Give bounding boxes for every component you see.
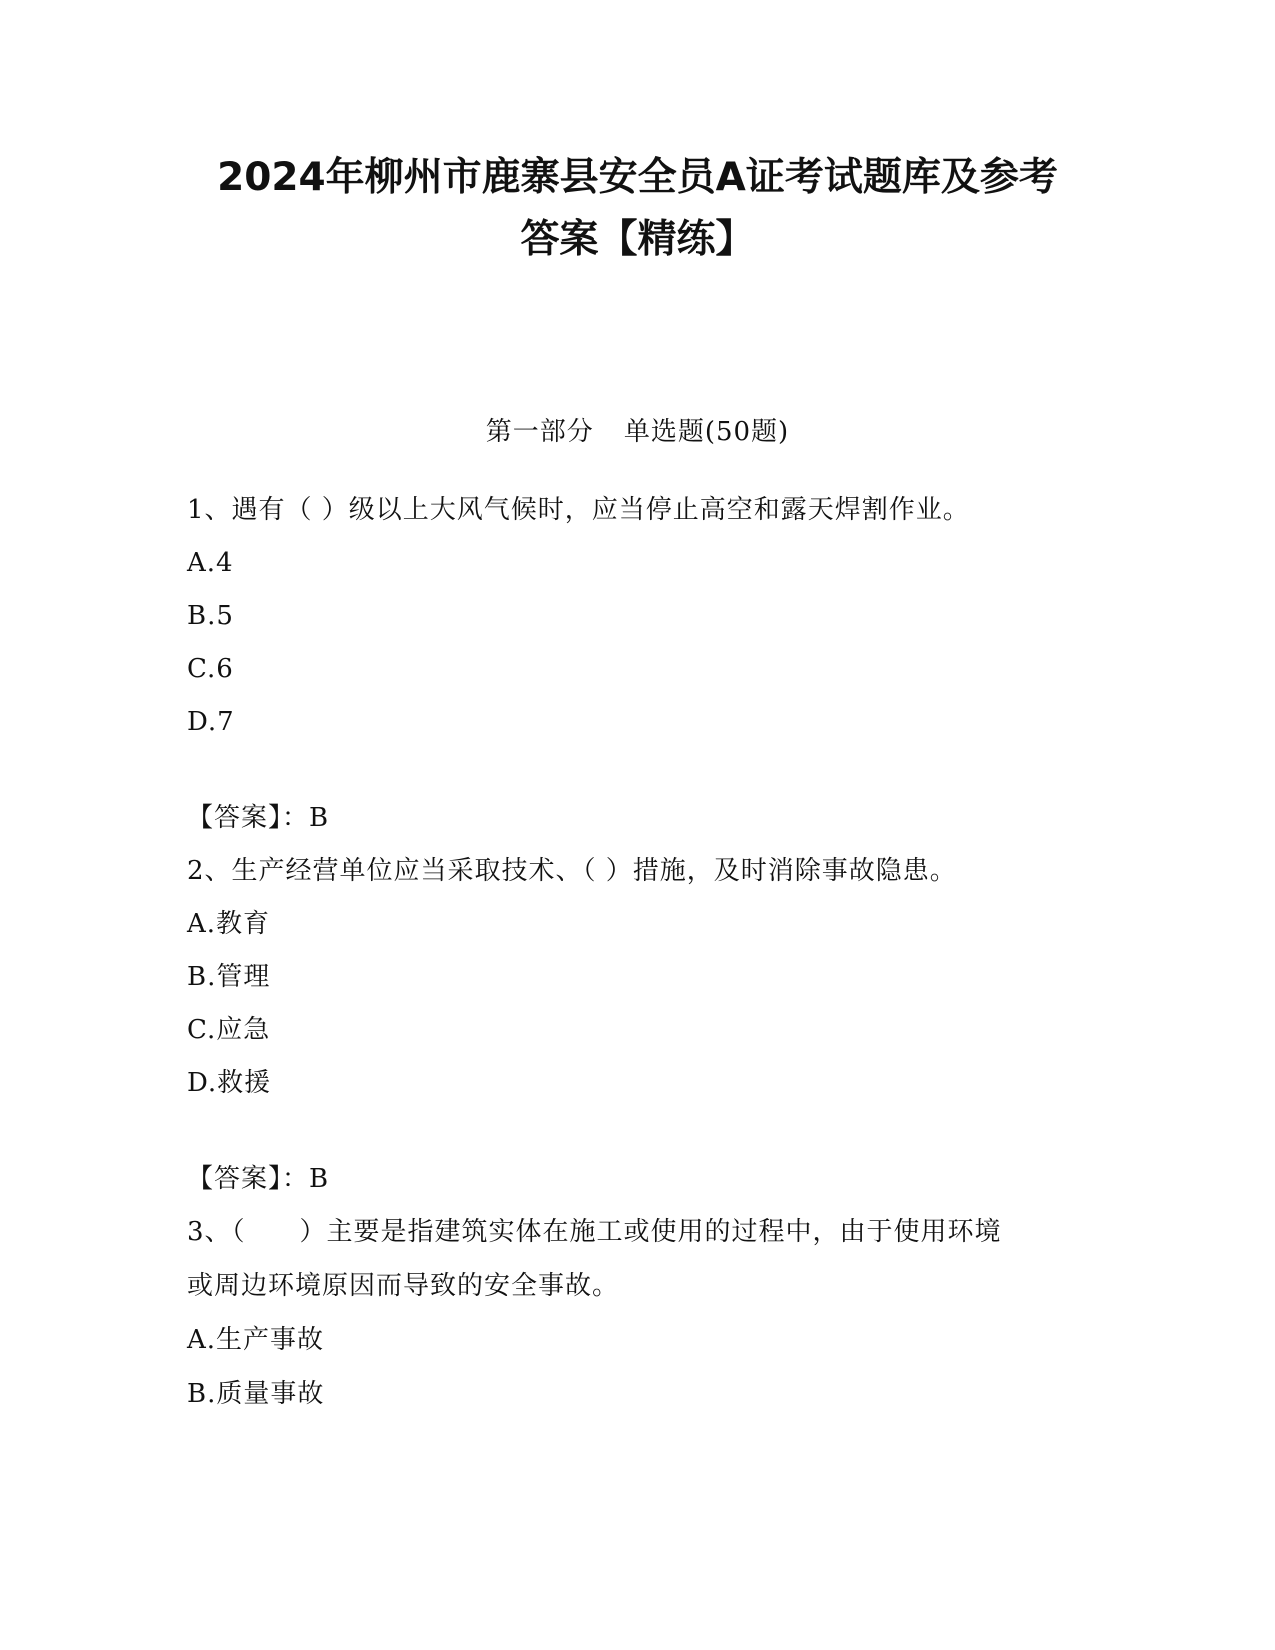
- question-2-option-d: D.救援: [187, 1068, 272, 1098]
- question-2-answer: 【答案】：B: [187, 1164, 330, 1194]
- document-title-line-1: 2024年柳州市鹿寨县安全员A证考试题库及参考: [217, 155, 1058, 200]
- document-title-line-2: 答案【精练】: [520, 217, 755, 262]
- section-heading: [0, 412, 1275, 452]
- question-2-option-a: A.教育: [187, 909, 271, 939]
- question-2-stem: 2、生产经营单位应当采取技术、（ ）措施，及时消除事故隐患。: [187, 856, 957, 886]
- question-1-answer: 【答案】：B: [187, 803, 330, 833]
- section-part: 第一部分: [485, 417, 594, 447]
- question-2-option-b: B.管理: [187, 962, 271, 992]
- question-1-option-a: A.4: [187, 548, 234, 578]
- question-1-option-b: B.5: [187, 601, 234, 631]
- question-3-option-b: B.质量事故: [187, 1379, 325, 1409]
- question-1-stem: 1、遇有（ ）级以上大风气候时，应当停止高空和露天焊割作业。: [187, 495, 970, 525]
- question-3-option-a: A.生产事故: [187, 1325, 325, 1355]
- question-1-option-d: D.7: [187, 707, 235, 737]
- question-2-option-c: C.应急: [187, 1015, 271, 1045]
- question-3-stem-line-2: 或周边环境原因而导致的安全事故。: [187, 1271, 620, 1301]
- section-type: 单选题(50题): [623, 417, 790, 447]
- question-3-stem-line-1: 3、（ ）主要是指建筑实体在施工或使用的过程中，由于使用环境: [187, 1217, 1002, 1247]
- question-1-option-c: C.6: [187, 654, 234, 684]
